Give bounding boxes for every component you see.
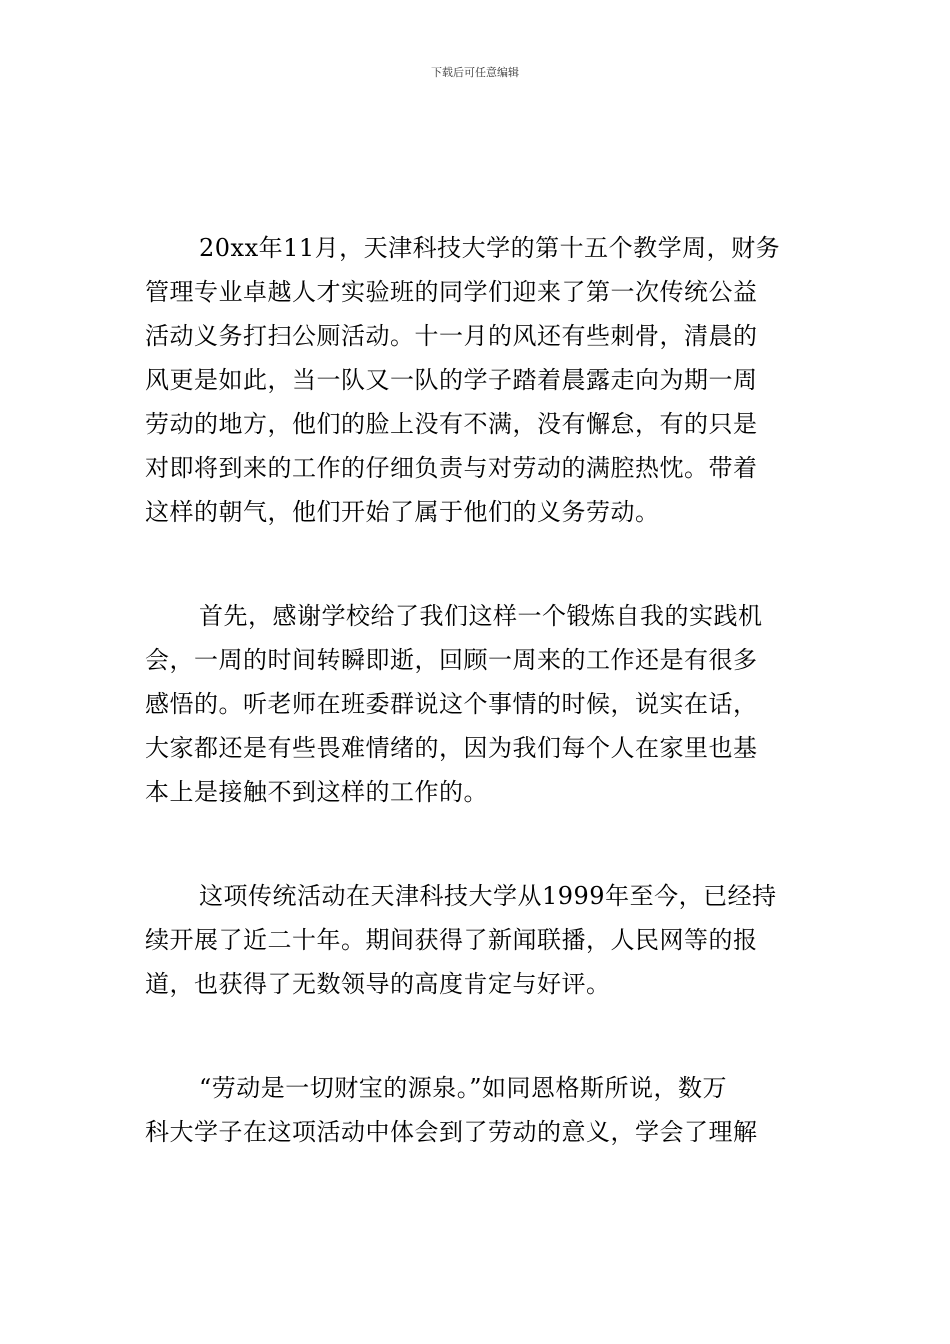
text-line: 管理专业卓越人才实验班的同学们迎来了第一次传统公益 [145,278,758,306]
paragraph [145,594,807,814]
text-line: 20xx年11月，天津科技大学的第十五个教学周，财务 [199,234,781,262]
text-line: 劳动的地方，他们的脸上没有不满，没有懈怠，有的只是 [145,410,758,438]
text-line: 感悟的。听老师在班委群说这个事情的时候，说实在话， [145,690,758,718]
text-line: 首先，感谢学校给了我们这样一个锻炼自我的实践机 [199,602,763,630]
text-line: 风更是如此，当一队又一队的学子踏着晨露走向为期一周 [145,366,758,394]
text-line: 活动义务打扫公厕活动。十一月的风还有些刺骨，清晨的 [145,322,758,350]
paragraph [145,226,807,534]
paragraph [145,1066,807,1154]
text-line: 续开展了近二十年。期间获得了新闻联播，人民网等的报 [145,926,758,954]
text-line: 这样的朝气，他们开始了属于他们的义务劳动。 [145,498,660,526]
document-body [145,226,807,1214]
page-header: 下载后可任意编辑 [431,66,519,79]
text-line: “劳动是一切财宝的源泉。”如同恩格斯所说，数万 [199,1074,728,1102]
paragraph [145,874,807,1006]
text-line: 对即将到来的工作的仔细负责与对劳动的满腔热忱。带着 [145,454,758,482]
text-line: 会，一周的时间转瞬即逝，回顾一周来的工作还是有很多 [145,646,758,674]
text-line: 科大学子在这项活动中体会到了劳动的意义，学会了理解 [145,1118,758,1146]
text-line: 这项传统活动在天津科技大学从1999年至今，已经持 [199,882,777,910]
text-line: 本上是接触不到这样的工作的。 [145,778,488,806]
text-line: 道，也获得了无数领导的高度肯定与好评。 [145,970,611,998]
text-line: 大家都还是有些畏难情绪的，因为我们每个人在家里也基 [145,734,758,762]
